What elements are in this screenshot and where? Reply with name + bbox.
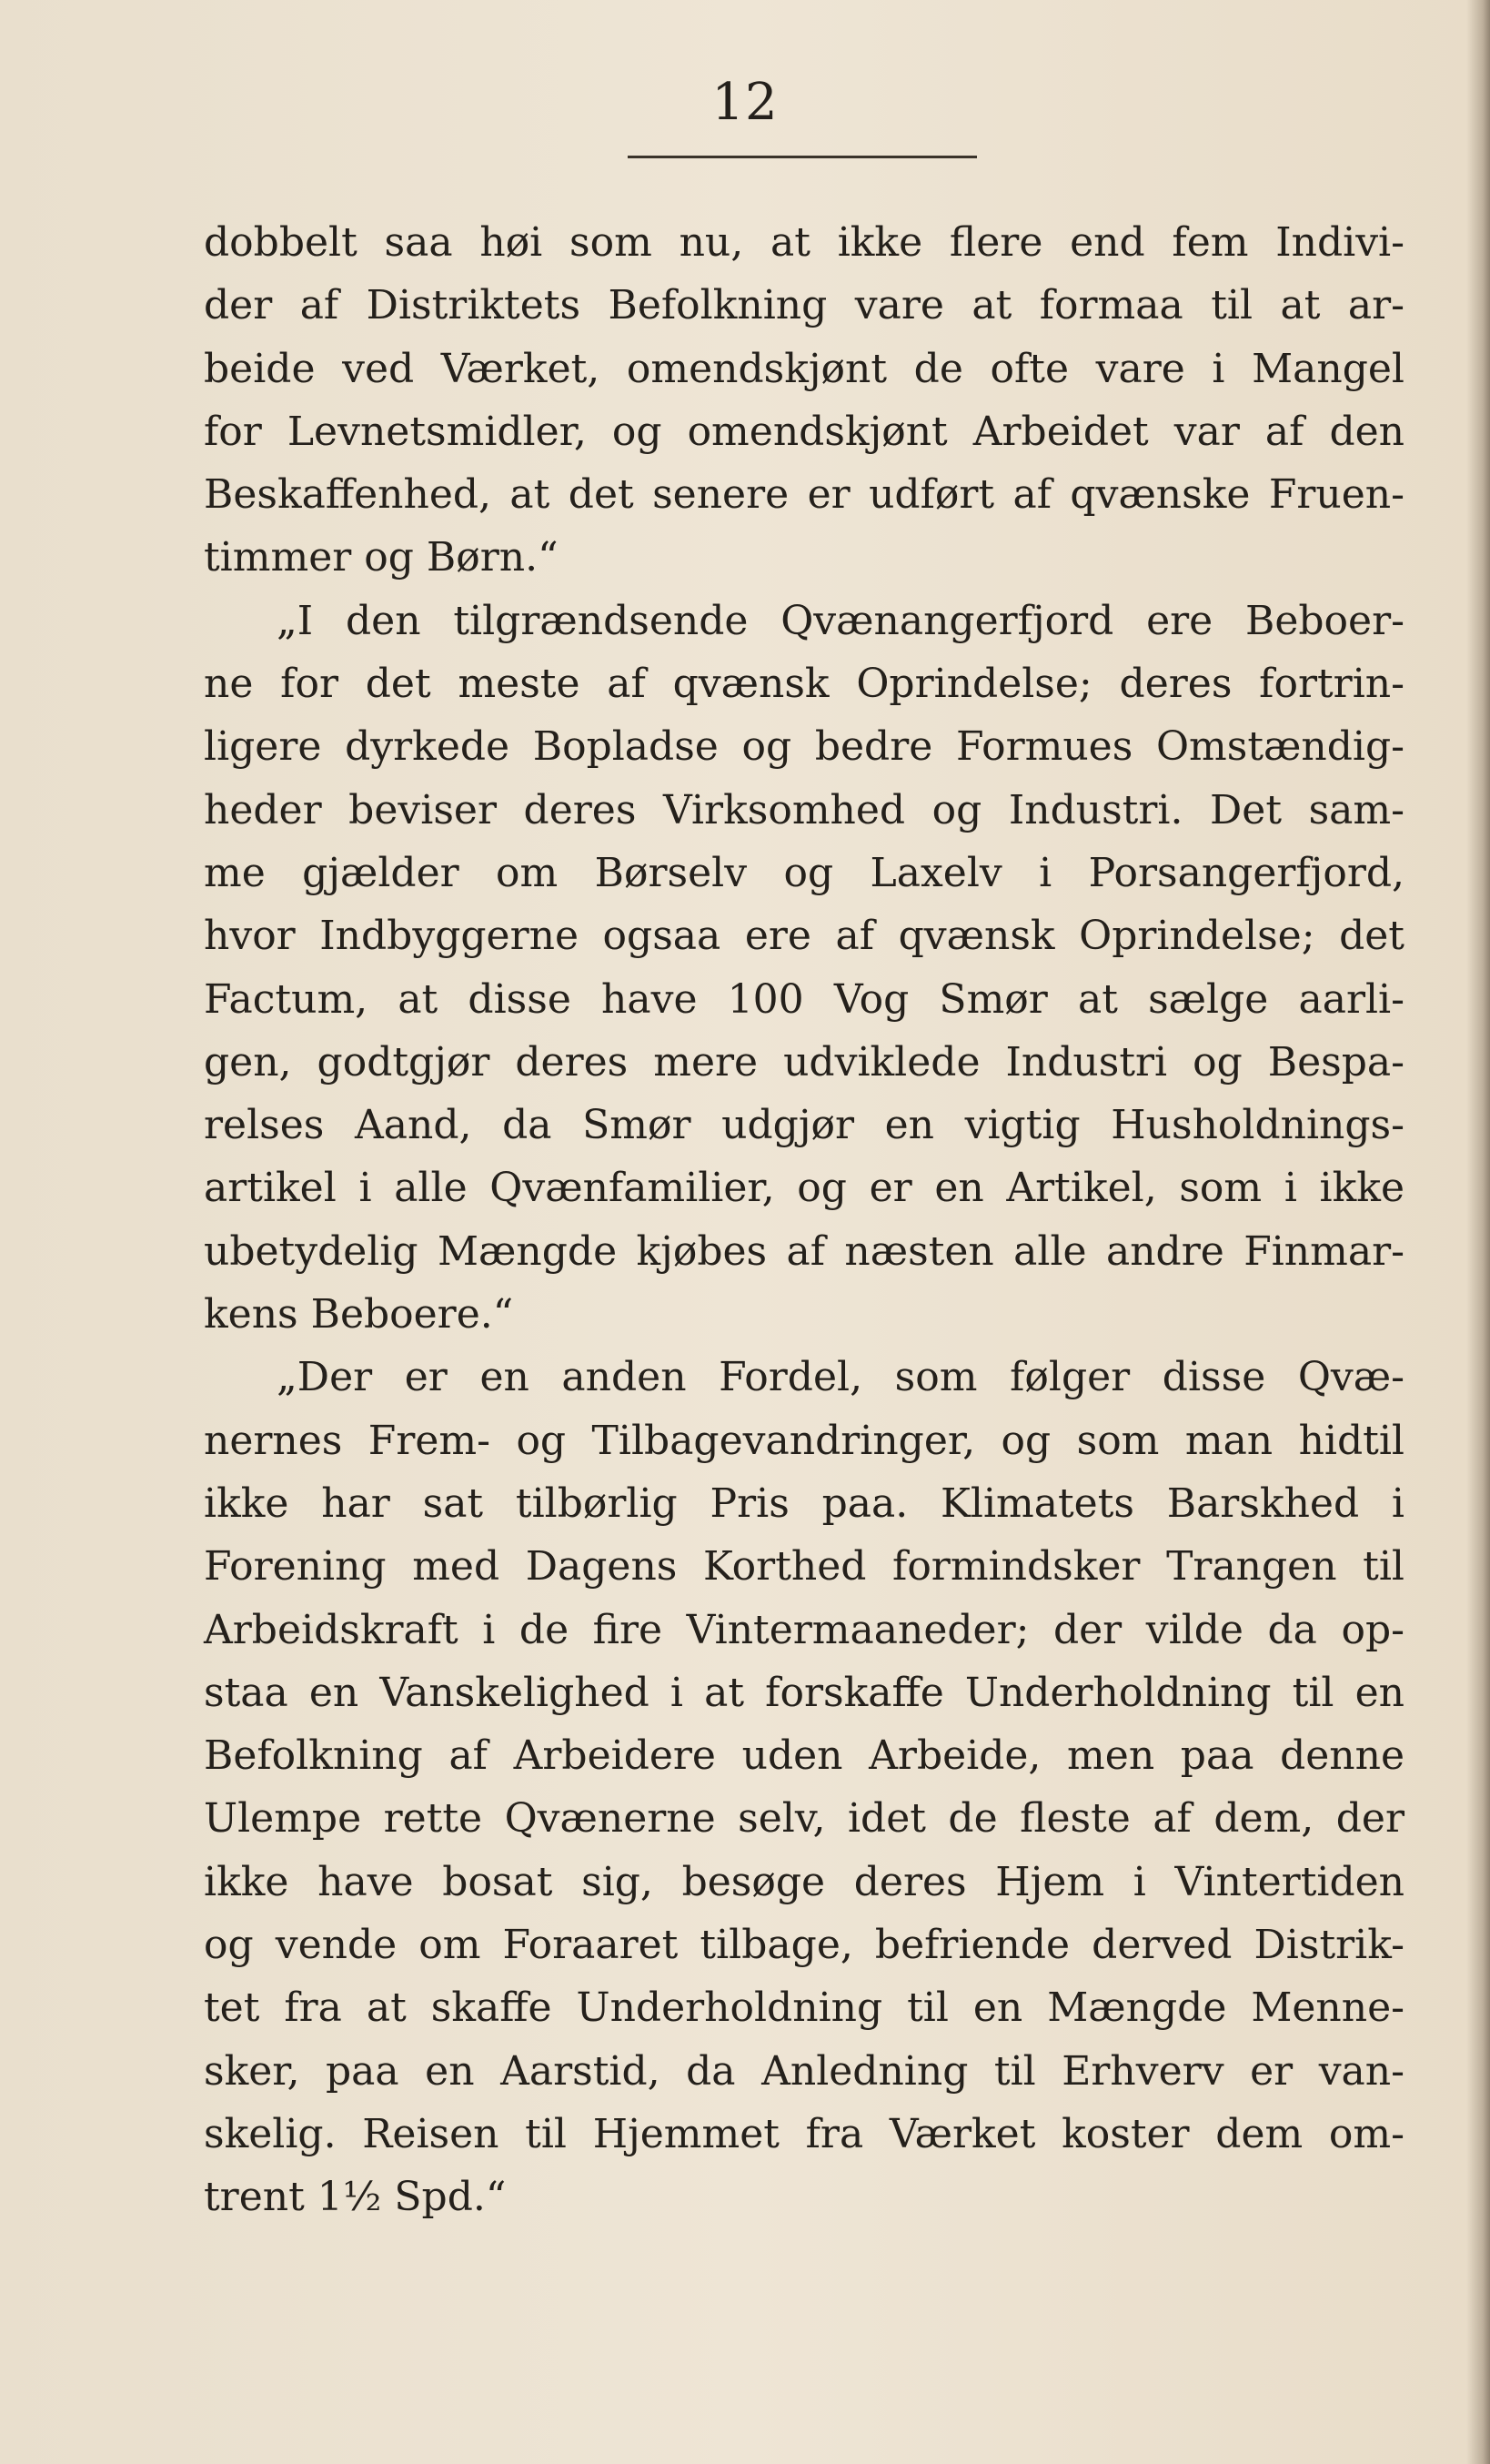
text-line: ikke har sat tilbørlig Pris paa. Klimatets Barskhed i	[204, 1479, 1404, 1527]
text-line: sker, paa en Aarstid, da Anledning til Erhverv er van-	[204, 2047, 1404, 2095]
text-line: me gjælder om Børselv og Laxelv i Porsangerfjord,	[204, 849, 1404, 896]
text-line: „I den tilgrændsende Qvænangerfjord ere Beboer-	[277, 597, 1404, 644]
text-line: „Der er en anden Fordel, som følger disse Qvæ-	[277, 1354, 1404, 1401]
page-edge-shadow	[1466, 0, 1490, 2464]
text-line: tet fra at skaffe Underholdning til en Mængde Menne-	[204, 1984, 1404, 2032]
text-line: Beskaffenhed, at det senere er udført af qvænske Fruen-	[204, 471, 1404, 519]
text-line: Arbeidskraft i de fire Vintermaaneder; der vilde da op-	[204, 1606, 1404, 1653]
text-line: gen, godtgjør deres mere udviklede Industri og Bespa-	[204, 1038, 1404, 1086]
text-line: relses Aand, da Smør udgjør en vigtig Husholdnings-	[204, 1102, 1404, 1149]
text-line: dobbelt saa høi som nu, at ikke flere end fem Indivi-	[204, 219, 1404, 266]
text-line: Forening med Dagens Korthed formindsker Trangen til	[204, 1543, 1404, 1590]
text-line: kens Beboere.“	[204, 1291, 514, 1338]
text-line: heder beviser deres Virksomhed og Industri. Det sam-	[204, 786, 1404, 833]
text-line: og vende om Foraaret tilbage, befriende derved Distrik-	[204, 1922, 1404, 1969]
text-line: staa en Vanskelighed i at forskaffe Underholdning til en	[204, 1669, 1404, 1716]
text-line: timmer og Børn.“	[204, 534, 559, 581]
page-number: 12	[711, 73, 779, 132]
body-text	[204, 211, 1404, 2229]
text-line: der af Distriktets Befolkning vare at formaa til at ar-	[204, 282, 1404, 329]
text-line: trent 1½ Spd.“	[204, 2174, 507, 2221]
text-line: Ulempe rette Qvænerne selv, idet de fleste af dem, der	[204, 1795, 1404, 1843]
text-line: ne for det meste af qvænsk Oprindelse; deres fortrin-	[204, 661, 1404, 708]
text-line: nernes Frem- og Tilbagevandringer, og som man hidtil	[204, 1417, 1404, 1464]
text-line: Befolkning af Arbeidere uden Arbeide, men paa denne	[204, 1732, 1404, 1780]
text-line: ligere dyrkede Bopladse og bedre Formues Omstændig-	[204, 723, 1404, 771]
text-line: hvor Indbyggerne ogsaa ere af qvænsk Oprindelse; det	[204, 913, 1404, 960]
text-line: Factum, at disse have 100 Vog Smør at sælge aarli-	[204, 975, 1404, 1023]
text-line: ubetydelig Mængde kjøbes af næsten alle andre Finmar-	[204, 1227, 1404, 1275]
text-line: ikke have bosat sig, besøge deres Hjem i Vintertiden	[204, 1858, 1404, 1905]
text-line: beide ved Værket, omendskjønt de ofte vare i Mangel	[204, 345, 1404, 392]
text-line: skelig. Reisen til Hjemmet fra Værket koster dem om-	[204, 2110, 1404, 2157]
text-line: artikel i alle Qvænfamilier, og er en Artikel, som i ikke	[204, 1165, 1404, 1212]
text-line: for Levnetsmidler, og omendskjønt Arbeidet var af den	[204, 408, 1404, 455]
header-rule	[628, 156, 977, 158]
